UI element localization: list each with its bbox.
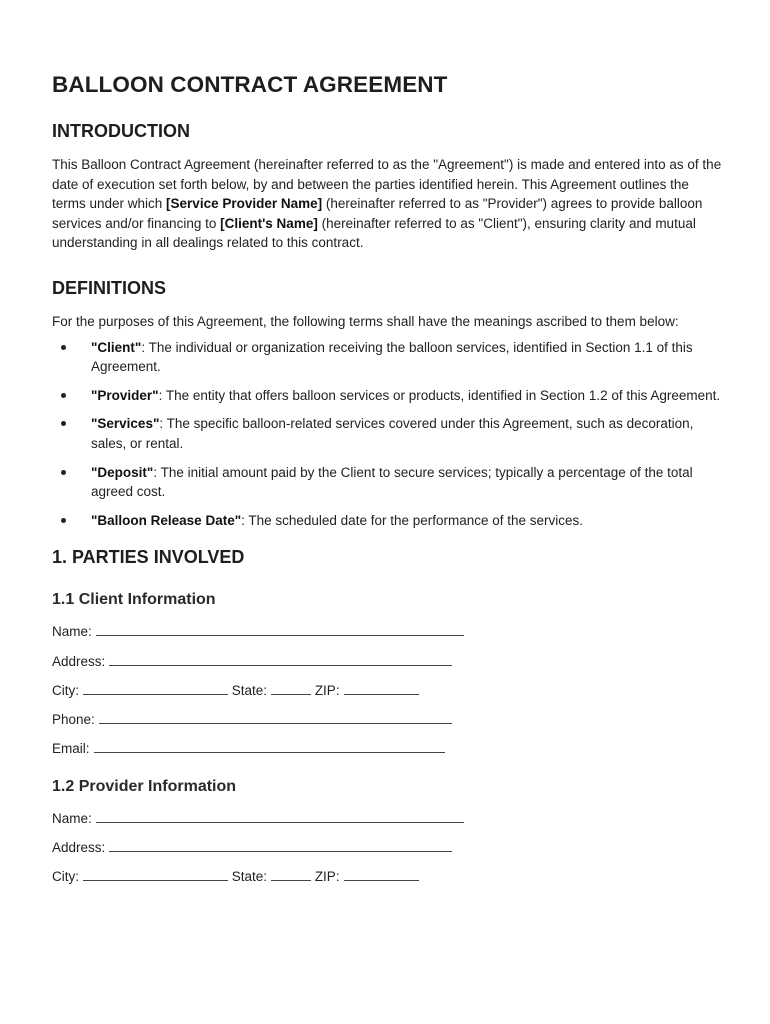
- definition-term: "Deposit": [91, 464, 154, 480]
- client-city-row: [52, 681, 722, 701]
- client-email-blank[interactable]: [94, 739, 445, 753]
- provider-zip-label: ZIP:: [314, 869, 340, 885]
- client-name-row: [52, 622, 722, 642]
- document-title: BALLOON CONTRACT AGREEMENT: [52, 72, 448, 97]
- definition-item: [52, 386, 722, 406]
- provider-address-row: [52, 838, 722, 858]
- bullet-icon: [61, 421, 66, 426]
- definition-item: [52, 511, 722, 531]
- intro-text-3: (hereinafter referred to as "Client"), ensuring clarity and mutual understanding in all dealings related to this contract.: [52, 215, 696, 251]
- provider-address-label: Address:: [52, 839, 106, 855]
- definitions-list: [52, 338, 722, 531]
- provider-city-blank[interactable]: [83, 867, 228, 881]
- client-city-blank[interactable]: [83, 681, 228, 695]
- definition-item: [52, 338, 722, 377]
- provider-city-label: City:: [52, 869, 79, 885]
- intro-text-2: (hereinafter referred to as "Provider") agrees to provide balloon services and/or financing to: [52, 196, 703, 231]
- definition-term: "Client": [91, 339, 142, 355]
- definition-text: : The entity that offers balloon services or products, identified in Section 1.2 of this Agreement.: [158, 387, 721, 403]
- client-phone-blank[interactable]: [99, 710, 452, 724]
- provider-name-row: [52, 809, 722, 829]
- client-phone-label: Phone:: [52, 711, 95, 727]
- client-name-blank[interactable]: [96, 622, 464, 636]
- definition-term: "Provider": [91, 387, 159, 403]
- provider-info-heading: 1.2 Provider Information: [52, 777, 237, 795]
- provider-zip-blank[interactable]: [344, 867, 419, 881]
- client-city-label: City:: [52, 682, 79, 698]
- provider-name-blank[interactable]: [96, 809, 464, 823]
- client-zip-blank[interactable]: [344, 681, 419, 695]
- client-address-label: Address:: [52, 653, 106, 669]
- client-info-fields: [52, 622, 722, 758]
- client-name-placeholder: [Client's Name]: [220, 215, 318, 231]
- client-address-blank[interactable]: [109, 652, 452, 666]
- provider-name-label: Name:: [52, 810, 92, 826]
- provider-address-blank[interactable]: [109, 838, 452, 852]
- definition-item: [52, 463, 722, 502]
- document-page: [52, 68, 722, 896]
- introduction-heading: INTRODUCTION: [52, 121, 190, 141]
- definition-term: "Balloon Release Date": [91, 512, 242, 528]
- introduction-paragraph: [52, 155, 722, 253]
- client-email-label: Email:: [52, 741, 90, 757]
- client-phone-row: [52, 710, 722, 730]
- intro-text-1: This Balloon Contract Agreement (hereinafter referred to as the "Agreement") is made and entered into as of the date of execution set forth below, by and between the parties identified herein. This Agreement outlines the terms under which: [52, 157, 722, 212]
- parties-heading: 1. PARTIES INVOLVED: [52, 547, 245, 568]
- client-zip-label: ZIP:: [314, 682, 340, 698]
- definition-term: "Services": [91, 416, 160, 432]
- bullet-icon: [61, 518, 66, 523]
- client-state-blank[interactable]: [271, 681, 311, 695]
- client-info-heading: 1.1 Client Information: [52, 591, 216, 609]
- definition-text: : The initial amount paid by the Client to secure services; typically a percentage of the total agreed cost.: [91, 464, 693, 500]
- definition-text: : The specific balloon-related services covered under this Agreement, such as decoration, sales, or rental.: [91, 416, 694, 451]
- bullet-icon: [61, 345, 66, 350]
- provider-name-placeholder: [Service Provider Name]: [166, 196, 323, 212]
- definitions-heading: DEFINITIONS: [52, 277, 167, 298]
- bullet-icon: [61, 470, 66, 475]
- provider-state-blank[interactable]: [271, 867, 311, 881]
- provider-info-fields: [52, 809, 722, 887]
- client-name-label: Name:: [52, 624, 92, 640]
- definition-item: [52, 414, 722, 453]
- client-address-row: [52, 652, 722, 672]
- client-email-row: [52, 739, 722, 759]
- definitions-intro: For the purposes of this Agreement, the following terms shall have the meanings ascribed to them below:: [52, 313, 679, 329]
- definition-text: : The scheduled date for the performance of the services.: [241, 512, 584, 528]
- provider-city-row: [52, 867, 722, 887]
- provider-state-label: State:: [231, 869, 268, 885]
- definition-text: : The individual or organization receiving the balloon services, identified in Section 1.1 of this Agreement.: [91, 339, 693, 375]
- client-state-label: State:: [231, 682, 268, 698]
- bullet-icon: [61, 393, 66, 398]
